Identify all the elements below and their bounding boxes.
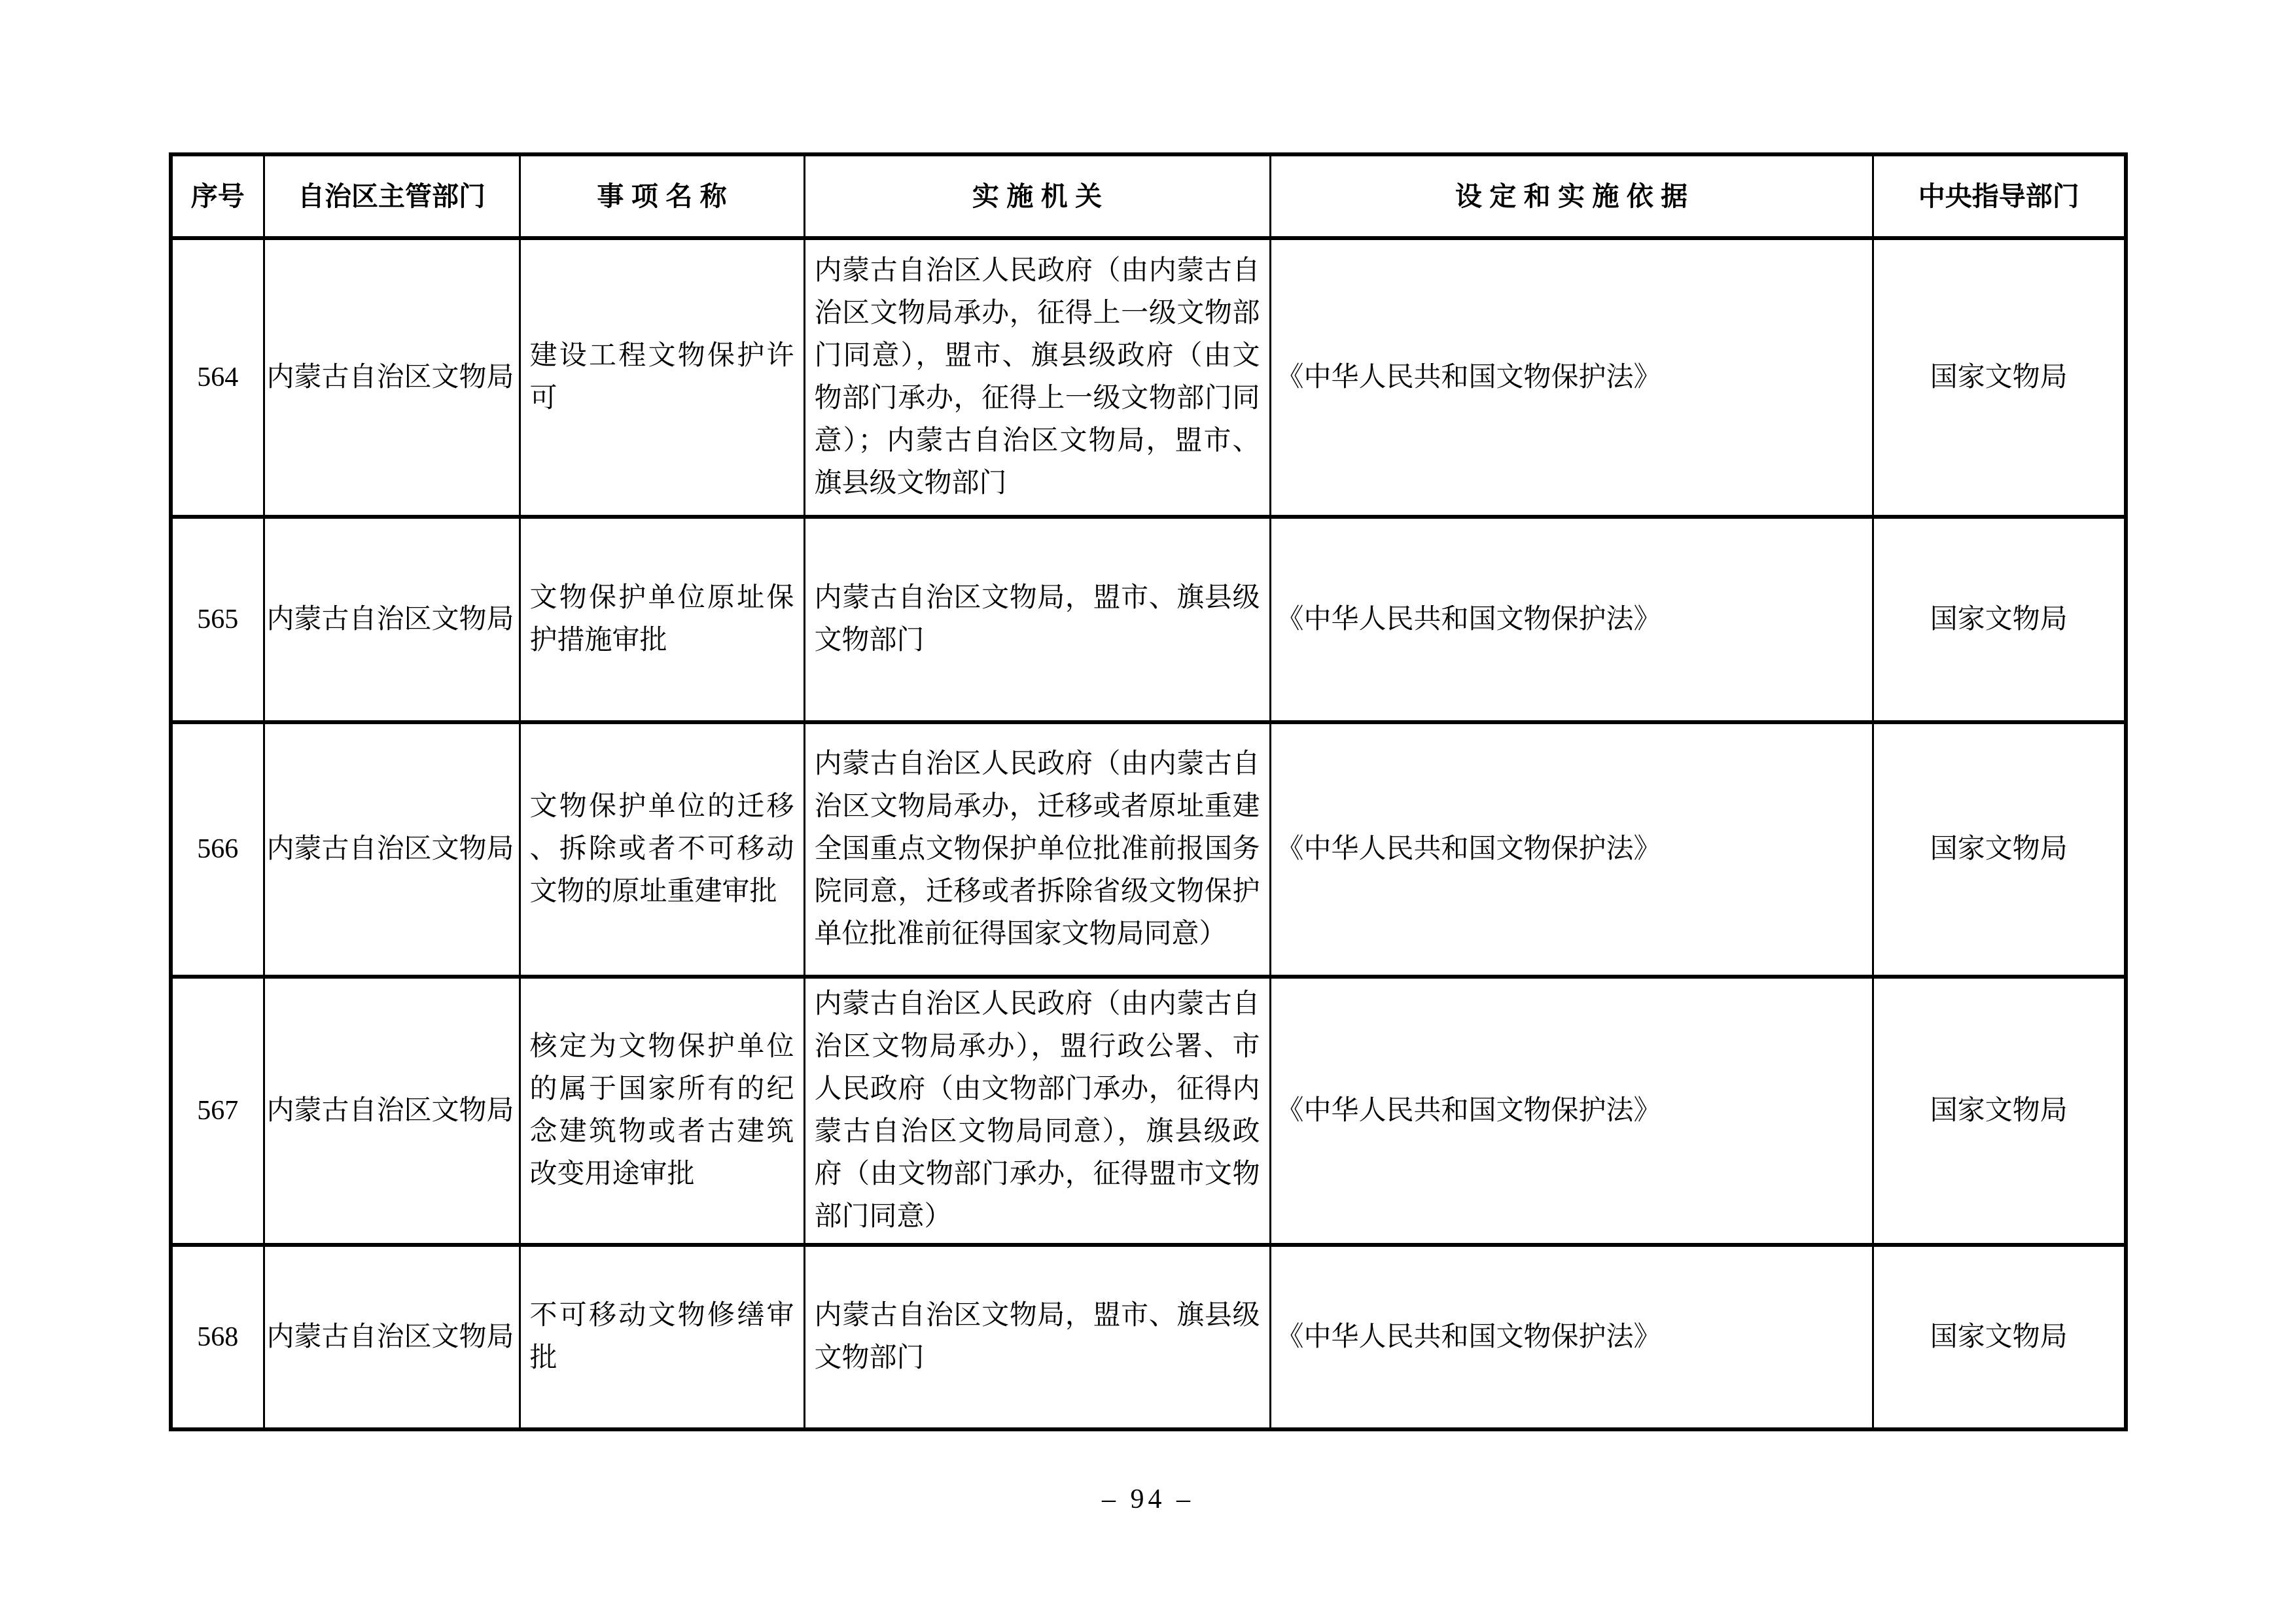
cell-basis: 《中华人民共和国文物保护法》: [1270, 517, 1873, 722]
table-row: [171, 1245, 2126, 1429]
cell-basis: 《中华人民共和国文物保护法》: [1270, 722, 1873, 977]
header-cell-seq: 序号: [171, 154, 264, 238]
cell-seq: 567: [171, 977, 264, 1245]
table-row: [171, 238, 2126, 517]
cell-dept: 内蒙古自治区文物局: [264, 238, 520, 517]
cell-item: 建设工程文物保护许可: [520, 238, 804, 517]
cell-agency: 内蒙古自治区文物局，盟市、旗县级文物部门: [804, 1245, 1270, 1429]
cell-agency: 内蒙古自治区人民政府（由内蒙古自治区文物局承办，迁移或者原址重建全国重点文物保护单位批准前报国务院同意，迁移或者拆除省级文物保护单位批准前征得国家文物局同意）: [804, 722, 1270, 977]
cell-basis: 《中华人民共和国文物保护法》: [1270, 977, 1873, 1245]
cell-item: 文物保护单位的迁移、拆除或者不可移动文物的原址重建审批: [520, 722, 804, 977]
cell-agency: 内蒙古自治区人民政府（由内蒙古自治区文物局承办），盟行政公署、市人民政府（由文物部门承办，征得内蒙古自治区文物局同意），旗县级政府（由文物部门承办，征得盟市文物部门同意）: [804, 977, 1270, 1245]
table-row: [171, 722, 2126, 977]
page-number: – 94 –: [1102, 1484, 1194, 1514]
cell-central: 国家文物局: [1873, 517, 2126, 722]
header-cell-dept: 自治区主管部门: [264, 154, 520, 238]
cell-dept: 内蒙古自治区文物局: [264, 1245, 520, 1429]
header-cell-agency: 实 施 机 关: [804, 154, 1270, 238]
cell-central: 国家文物局: [1873, 238, 2126, 517]
cell-dept: 内蒙古自治区文物局: [264, 722, 520, 977]
cell-item: 文物保护单位原址保护措施审批: [520, 517, 804, 722]
header-cell-basis: 设 定 和 实 施 依 据: [1270, 154, 1873, 238]
cell-dept: 内蒙古自治区文物局: [264, 977, 520, 1245]
approval-items-table: [169, 152, 2128, 1431]
header-cell-central: 中央指导部门: [1873, 154, 2126, 238]
header-cell-item: 事 项 名 称: [520, 154, 804, 238]
cell-dept: 内蒙古自治区文物局: [264, 517, 520, 722]
table-header-row: [171, 154, 2126, 238]
cell-agency: 内蒙古自治区文物局，盟市、旗县级文物部门: [804, 517, 1270, 722]
cell-agency: 内蒙古自治区人民政府（由内蒙古自治区文物局承办，征得上一级文物部门同意），盟市、旗县级政府（由文物部门承办，征得上一级文物部门同意）；内蒙古自治区文物局，盟市、旗县级文物部门: [804, 238, 1270, 517]
cell-central: 国家文物局: [1873, 1245, 2126, 1429]
cell-item: 核定为文物保护单位的属于国家所有的纪念建筑物或者古建筑改变用途审批: [520, 977, 804, 1245]
cell-central: 国家文物局: [1873, 977, 2126, 1245]
cell-item: 不可移动文物修缮审批: [520, 1245, 804, 1429]
cell-central: 国家文物局: [1873, 722, 2126, 977]
table-row: [171, 517, 2126, 722]
cell-basis: 《中华人民共和国文物保护法》: [1270, 1245, 1873, 1429]
cell-seq: 565: [171, 517, 264, 722]
table-row: [171, 977, 2126, 1245]
cell-basis: 《中华人民共和国文物保护法》: [1270, 238, 1873, 517]
cell-seq: 564: [171, 238, 264, 517]
cell-seq: 566: [171, 722, 264, 977]
cell-seq: 568: [171, 1245, 264, 1429]
